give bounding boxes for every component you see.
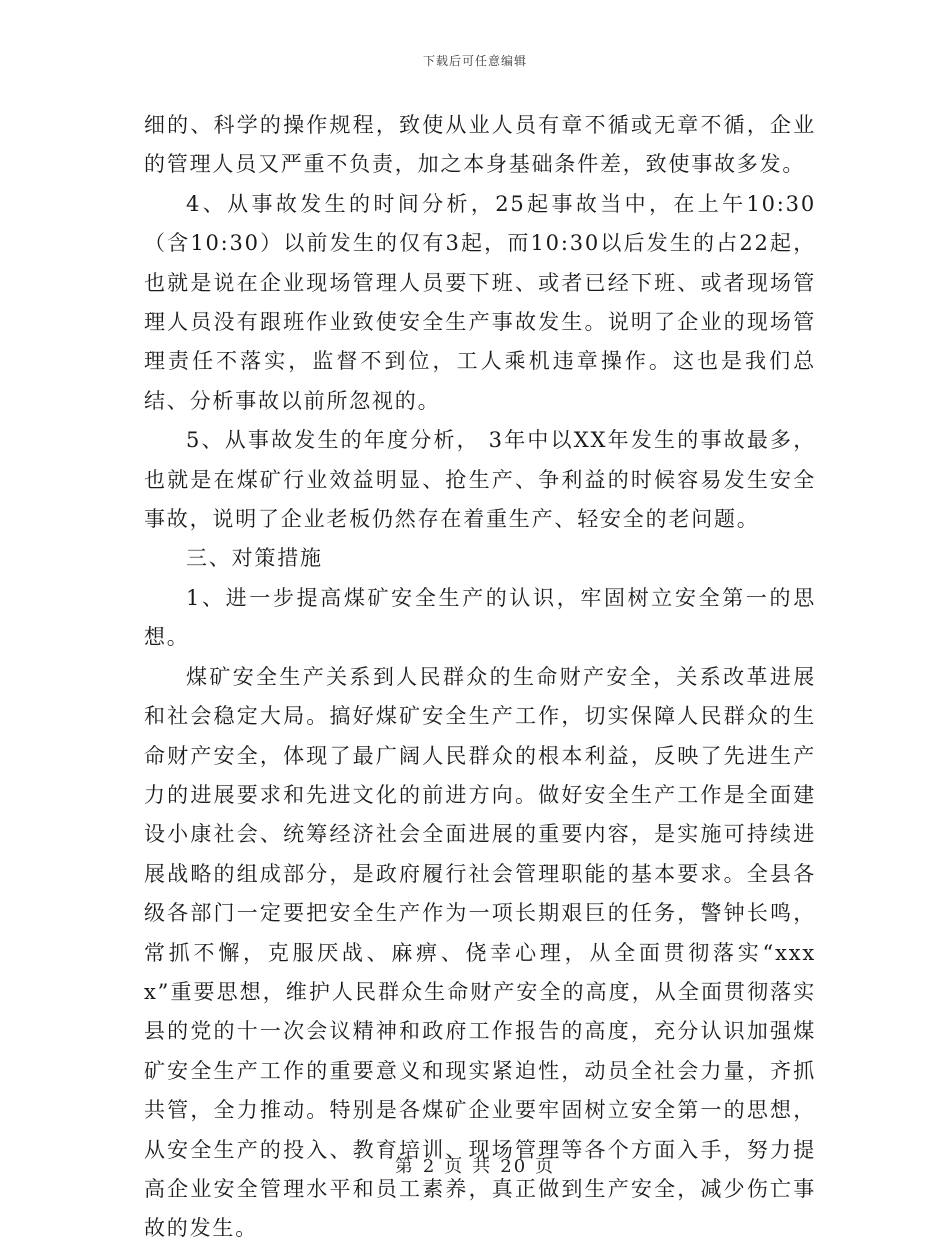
footer-prefix: 第	[394, 1156, 415, 1177]
paragraph-continuation: 细的、科学的操作规程，致使从业人员有章不循或无章不循，企业的管理人员又严重不负责，加之本身基础条件差，致使事故多发。	[144, 113, 816, 177]
footer-mid: 页	[444, 1156, 465, 1177]
footer-suffix: 页	[535, 1156, 556, 1177]
paragraph-time-analysis: 4、从事故发生的时间分析，25起事故当中，在上午10:30（含10:30）以前发生的仅有3起，而10:30以后发生的占22起，也就是说在企业现场管理人员要下班、或者已经下班、或者现场管理人员没有跟班作业致使安全生产事故发生。说明了企业的现场管理责任不落实，监督不到位，工人乘机违章操作。这也是我们总结、分析事故以前所忽视的。	[144, 191, 816, 413]
section-heading-countermeasures: 三、对策措施	[186, 546, 323, 571]
document-body	[144, 106, 816, 1249]
paragraph-measure-1-body: 煤矿安全生产关系到人民群众的生命财产安全，关系改革进展和社会稳定大局。搞好煤矿安全生产工作，切实保障人民群众的生命财产安全，体现了最广阔人民群众的根本利益，反映了先进生产力的进展要求和先进文化的前进方向。做好安全生产工作是全面建设小康社会、统筹经济社会全面进展的重要内容，是实施可持续进展战略的组成部分，是政府履行社会管理职能的基本要求。全县各级各部门一定要把安全生产作为一项长期艰巨的任务，警钟长鸣，常抓不懈，克服厌战、麻痹、侥幸心理，从全面贯彻落实“xxxx”重要思想，维护人民群众生命财产安全的高度，从全面贯彻落实县的党的十一次会议精神和政府工作报告的高度，充分认识加强煤矿安全生产工作的重要意义和现实紧迫性，动员全社会力量，齐抓共管，全力推动。特别是各煤矿企业要牢固树立安全第一的思想，从安全生产的投入、教育培训、现场管理等各个方面入手，努力提高企业安全管理水平和员工素养，真正做到生产安全，减少伤亡事故的发生。	[144, 664, 816, 1241]
paragraph-year-analysis: 5、从事故发生的年度分析， 3年中以XX年发生的事故最多，也就是在煤矿行业效益明显、抢生产、争利益的时候容易发生安全事故，说明了企业老板仍然存在着重生产、轻安全的老问题。	[144, 428, 816, 532]
subheading-measure-1: 1、进一步提高煤矿安全生产的认识，牢固树立安全第一的思想。	[144, 585, 816, 650]
page-footer	[0, 1152, 950, 1178]
header-note: 下载后可任意编辑	[422, 54, 527, 68]
footer-page-total: 20	[500, 1156, 528, 1177]
footer-page-current: 2	[422, 1156, 437, 1177]
footer-total-label: 共	[472, 1156, 493, 1177]
